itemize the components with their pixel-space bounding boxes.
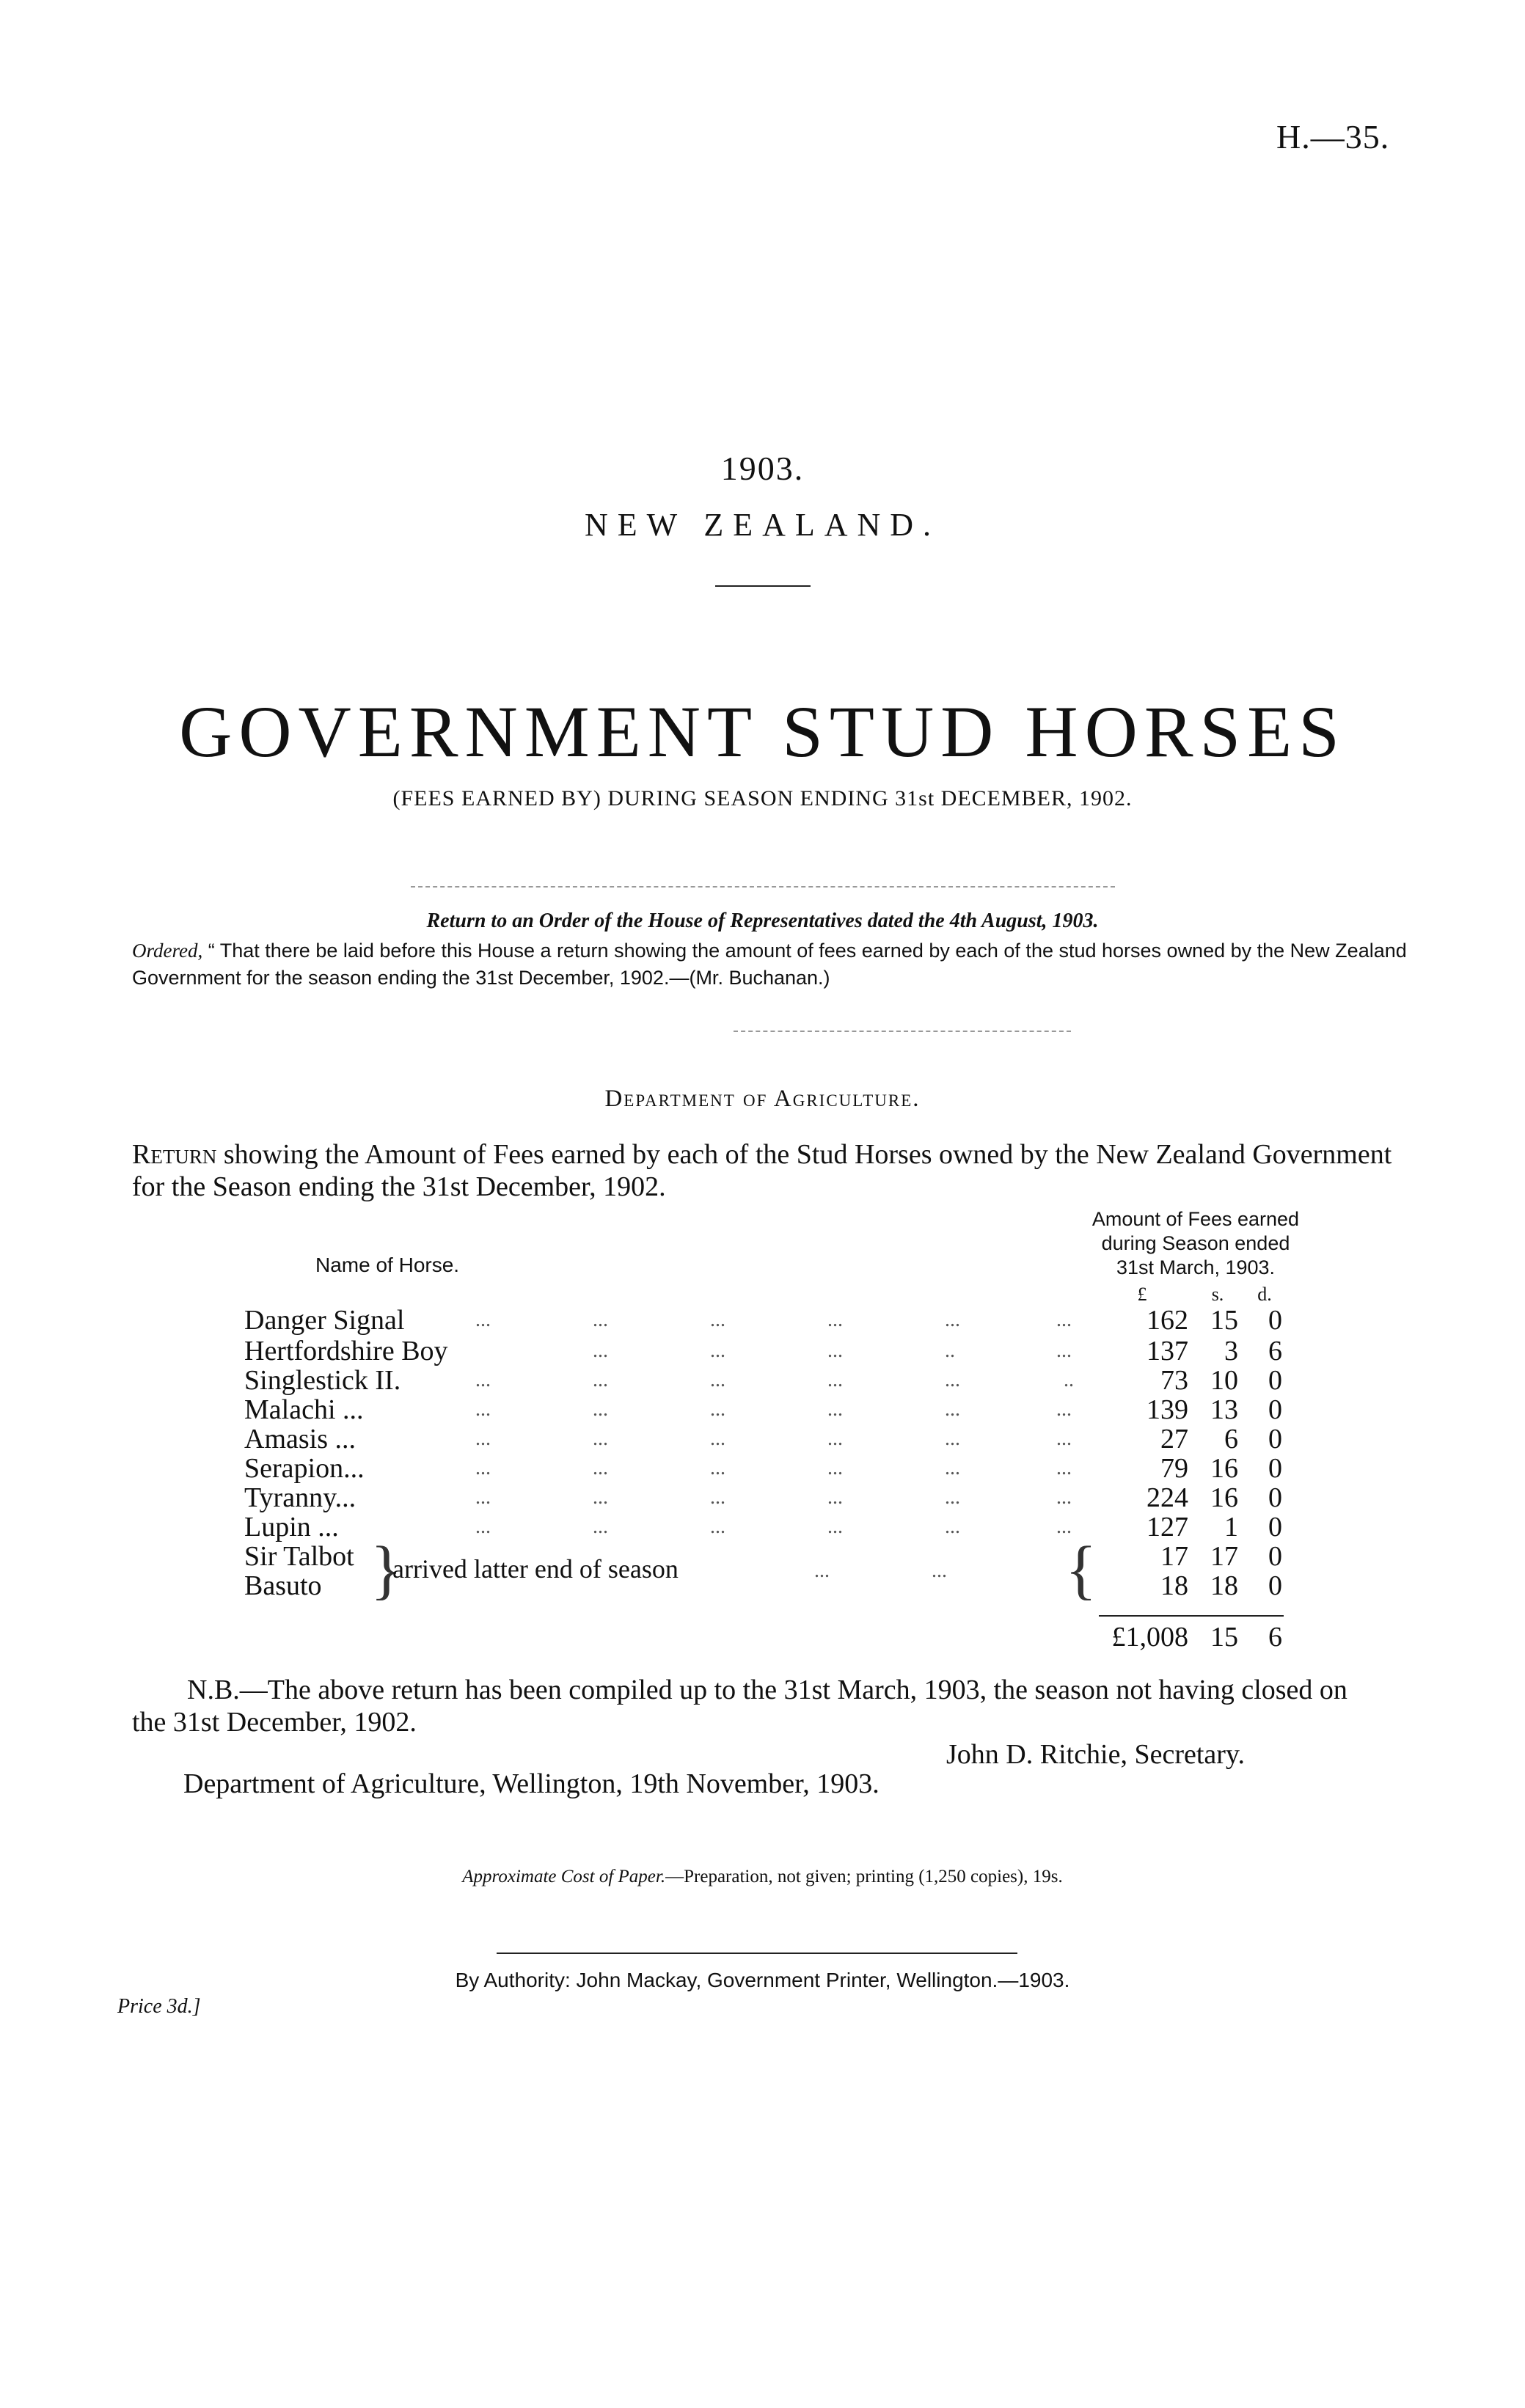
horse-name: Danger Signal	[244, 1305, 405, 1336]
amount-header-line: during Season ended	[1101, 1232, 1290, 1254]
fee-pounds: 139	[1147, 1394, 1188, 1425]
fee-pounds: 27	[1160, 1424, 1188, 1454]
pounds-header: £	[1137, 1284, 1147, 1305]
horse-name: Tyranny...	[244, 1482, 356, 1513]
horse-name: Singlestick II.	[244, 1365, 401, 1396]
horse-name: Malachi ...	[244, 1394, 364, 1425]
document-year: 1903.	[720, 450, 805, 487]
fee-pounds: 137	[1147, 1336, 1188, 1366]
fee-pounds: 73	[1160, 1365, 1188, 1396]
fee-shillings: 18	[1210, 1570, 1238, 1601]
horse-name: Serapion...	[244, 1453, 365, 1484]
page-subtitle: (FEES EARNED BY) DURING SEASON ENDING 31st DECEMBER, 1902.	[392, 786, 1133, 810]
return-order-line: Return to an Order of the House of Representatives dated the 4th August, 1903.	[426, 910, 1099, 932]
right-brace: {	[1065, 1534, 1097, 1606]
fee-pence: 0	[1268, 1541, 1282, 1572]
horse-name: Amasis ...	[244, 1424, 356, 1454]
fee-shillings: 13	[1210, 1394, 1238, 1425]
horse-name: Basuto	[244, 1570, 322, 1601]
total-pounds: £1,008	[1111, 1622, 1188, 1653]
document-reference: H.—35.	[1276, 118, 1390, 155]
fee-pence: 0	[1268, 1482, 1282, 1513]
fee-pounds: 224	[1147, 1482, 1188, 1513]
fee-pence: 6	[1268, 1336, 1282, 1366]
price: Price 3d.]	[117, 1995, 201, 2018]
fee-pounds: 79	[1160, 1453, 1188, 1484]
ordered-text: “ That there be laid before this House a return showing the amount of fees earned by each of the stud horses owned by the New Zealand Government for the season ending the 31st December, 1902.—(Mr. Buchanan.)	[132, 940, 1407, 989]
total-pence: 6	[1268, 1622, 1282, 1653]
amount-column-header	[1042, 1207, 1350, 1280]
fee-pence: 0	[1268, 1365, 1282, 1396]
divider	[715, 585, 811, 587]
left-brace: }	[370, 1534, 403, 1606]
page-title: GOVERNMENT STUD HORSES	[179, 691, 1346, 772]
signature: John D. Ritchie, Secretary.	[946, 1739, 1245, 1770]
pence-header: d.	[1257, 1284, 1272, 1305]
divider	[411, 886, 1115, 888]
place-date: Department of Agriculture, Wellington, 19th November, 1903.	[183, 1768, 879, 1799]
fee-pence: 0	[1268, 1453, 1282, 1484]
total-rule	[1099, 1615, 1284, 1617]
fee-shillings: 17	[1210, 1541, 1238, 1572]
fee-pence: 0	[1268, 1305, 1282, 1336]
divider	[734, 1031, 1071, 1032]
fee-pence: 0	[1268, 1512, 1282, 1542]
country-heading: NEW ZEALAND.	[584, 507, 941, 543]
amount-header-line: 31st March, 1903.	[1116, 1256, 1276, 1278]
cost-text: —Preparation, not given; printing (1,250 copies), 19s.	[665, 1867, 1063, 1886]
return-description	[132, 1138, 1408, 1203]
cost-label: Approximate Cost of Paper.	[462, 1867, 666, 1886]
fee-pence: 0	[1268, 1394, 1282, 1425]
department-heading: Department of Agriculture.	[604, 1086, 921, 1112]
ordered-label: Ordered,	[132, 940, 203, 962]
fee-shillings: 6	[1224, 1424, 1238, 1454]
name-column-header: Name of Horse.	[315, 1254, 460, 1276]
horse-name: Sir Talbot	[244, 1541, 354, 1572]
fee-shillings: 10	[1210, 1365, 1238, 1396]
fee-shillings: 16	[1210, 1453, 1238, 1484]
divider	[497, 1953, 1017, 1954]
fee-shillings: 1	[1224, 1512, 1238, 1542]
fee-pence: 0	[1268, 1424, 1282, 1454]
fee-shillings: 3	[1224, 1336, 1238, 1366]
nb-paragraph: N.B.—The above return has been compiled up to the 31st March, 1903, the season not having closed on the 31st December, 1902.	[132, 1675, 1347, 1738]
fee-pounds: 162	[1147, 1305, 1188, 1336]
printer-authority: By Authority: John Mackay, Government Printer, Wellington.—1903.	[455, 1969, 1070, 1991]
amount-header-line: Amount of Fees earned	[1091, 1208, 1300, 1230]
shillings-header: s.	[1211, 1284, 1224, 1305]
return-text: showing the Amount of Fees earned by each of the Stud Horses owned by the New Zealand Government for the Season ending the 31st December, 1902.	[132, 1139, 1392, 1202]
ordered-paragraph	[132, 937, 1408, 992]
cost-note	[0, 1867, 1525, 1887]
bracket-note: arrived latter end of season	[392, 1554, 679, 1584]
return-label: Return	[132, 1139, 217, 1170]
fee-pounds: 127	[1147, 1512, 1188, 1542]
horse-name: Lupin ...	[244, 1512, 339, 1542]
horse-name: Hertfordshire Boy	[244, 1336, 448, 1366]
fee-shillings: 15	[1210, 1305, 1238, 1336]
fee-pence: 0	[1268, 1570, 1282, 1601]
fee-pounds: 17	[1160, 1541, 1188, 1572]
fee-pounds: 18	[1160, 1570, 1188, 1601]
fee-shillings: 16	[1210, 1482, 1238, 1513]
total-shillings: 15	[1210, 1622, 1238, 1653]
